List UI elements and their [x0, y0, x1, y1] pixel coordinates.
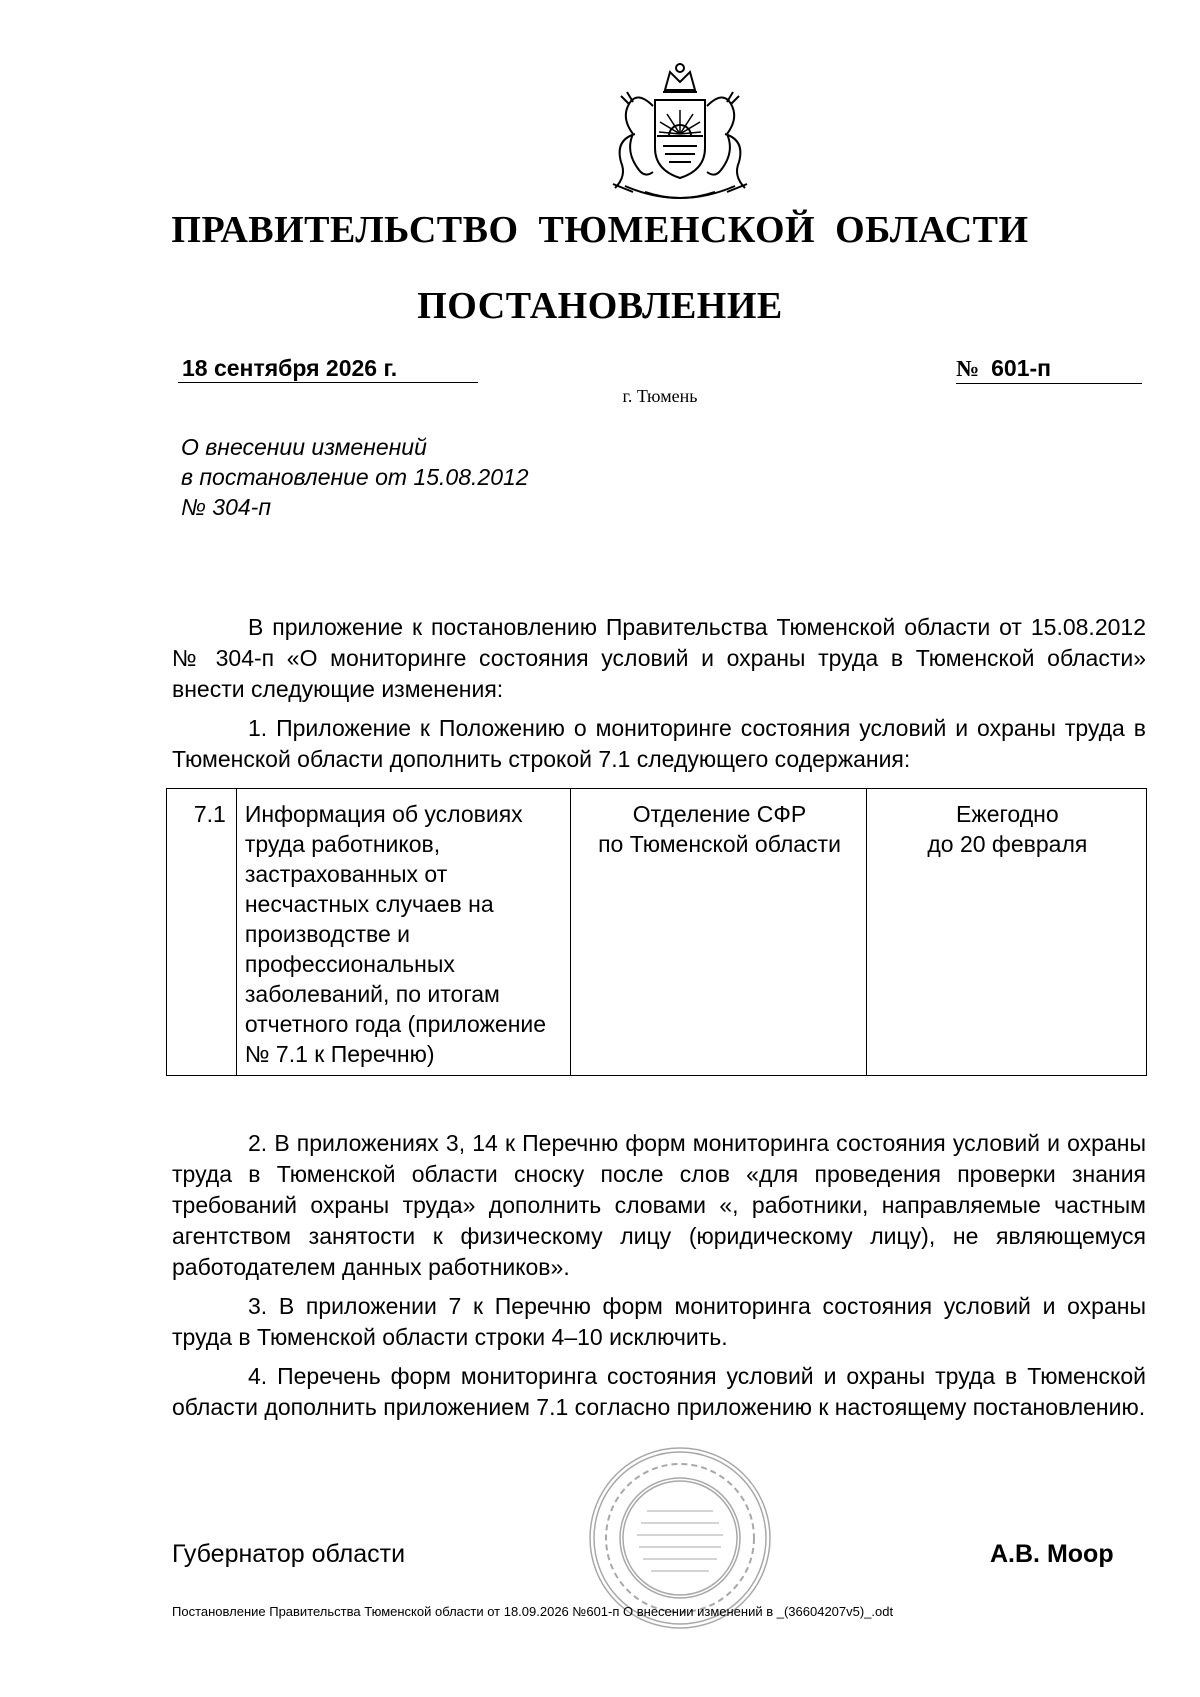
document-number: 601-п [991, 355, 1052, 381]
document-date: 18 сентября 2026 г. [178, 354, 478, 383]
table-cell-info: Информация об условиях труда работников, застрахованных от несчастных случаев на производстве и профессиональных заболеваний, по итогам отчетного года (приложение № 7.1 к Перечню) [236, 789, 570, 1076]
body-item-3: 3. В приложении 7 к Перечню форм мониторинга состояния условий и охраны труда в Тюменской области строки 4–10 исключить. [172, 1293, 1146, 1350]
document-number-field [956, 354, 1142, 384]
number-sign: № [956, 356, 980, 381]
table-cell-period [866, 789, 1146, 1076]
body-item-1: 1. Приложение к Положению о мониторинге состояния условий и охраны труда в Тюменской области дополнить строкой 7.1 следующего содержания: [172, 715, 1146, 772]
document-city: г. Тюмень [622, 386, 698, 406]
body-item-4: 4. Перечень форм мониторинга состояния условий и охраны труда в Тюменской области дополнить приложением 7.1 согласно приложению к настоящему постановлению. [172, 1363, 1146, 1420]
table-cell-organization [571, 789, 866, 1076]
body-section-1 [172, 612, 1146, 783]
body-intro-paragraph: В приложение к постановлению Правительства Тюменской области от 15.08.2012 № 304-п «О мониторинге состояния условий и охраны труда в Тюменской области» внести следующие изменения: [172, 614, 1146, 702]
organization-line: по Тюменской области [598, 831, 841, 857]
subject-line: № 304-п [181, 494, 271, 520]
government-title: ПРАВИТЕЛЬСТВО ТЮМЕНСКОЙ ОБЛАСТИ [171, 209, 1029, 251]
amendment-table [166, 788, 1147, 1076]
organization-line: Отделение СФР [632, 801, 807, 827]
period-line: Ежегодно [956, 801, 1059, 827]
document-footer: Постановление Правительства Тюменской области от 18.09.2026 №601-п О внесении изменений в _(36604207v5)_.odt [172, 1604, 894, 1619]
table-cell-number: 7.1 [167, 789, 237, 1076]
body-item-2: 2. В приложениях 3, 14 к Перечню форм мониторинга состояния условий и охраны труда в Тюменской области сноску после слов «для проведения проверки знания требований охраны труда» дополнить словами «, работники, направляемые частным агентством занятости к физическому лицу (юридическому лицу), не являющемуся работодателем данных работников». [172, 1130, 1146, 1280]
body-section-2 [172, 1128, 1146, 1431]
document-type-title: ПОСТАНОВЛЕНИЕ [417, 285, 783, 327]
period-line: до 20 февраля [927, 831, 1088, 857]
signatory-title: Губернатор области [172, 1540, 406, 1568]
subject-line: О внесении изменений [181, 434, 427, 460]
signatory-name: А.В. Моор [990, 1540, 1114, 1568]
document-subject [181, 432, 631, 522]
tyumen-region-coat-of-arms-icon [585, 60, 775, 210]
subject-line: в постановление от 15.08.2012 [181, 464, 529, 490]
table-row [167, 789, 1147, 1076]
